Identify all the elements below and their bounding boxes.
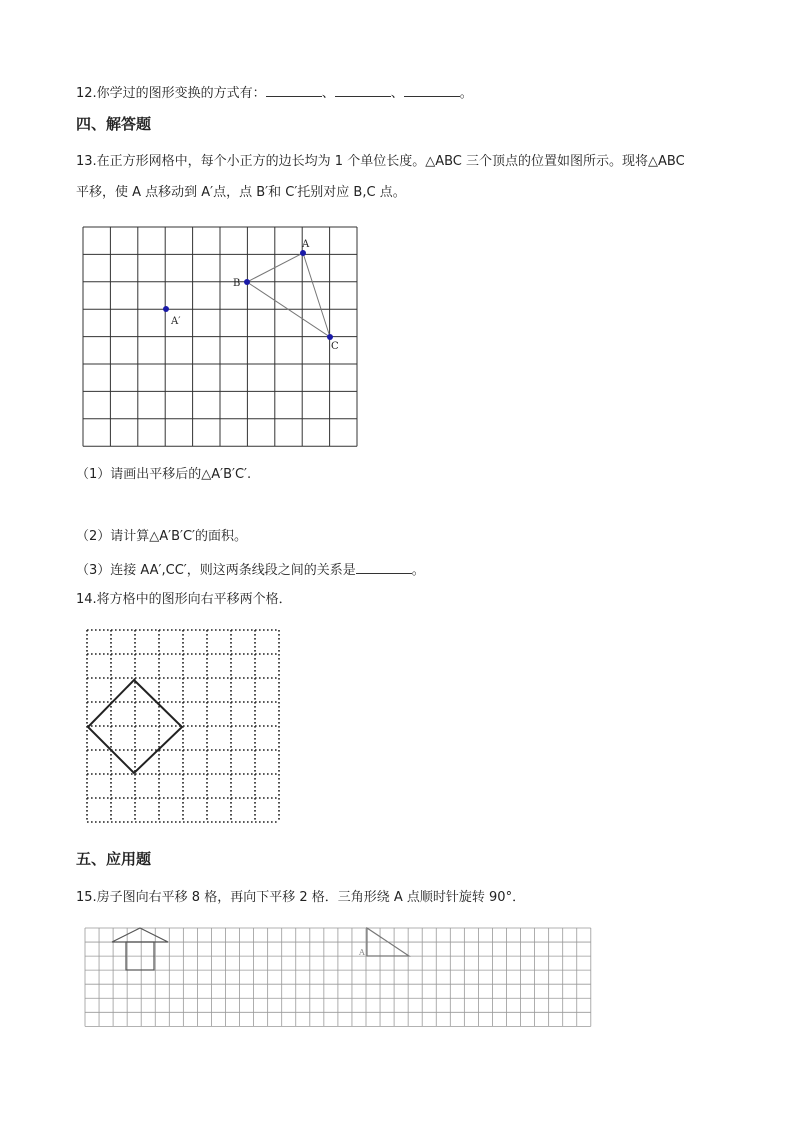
question-13-part-3-text: （3）连接 AA′,CC′，则这两条线段之间的关系是 xyxy=(76,563,356,578)
question-13-part-3-end: 。 xyxy=(411,563,425,578)
question-13-line-2: 平移，使 A 点移动到 A′点，点 B′和 C′托别对应 B,C 点。 xyxy=(76,185,406,200)
fine-grid xyxy=(85,928,591,1026)
label-c: C xyxy=(331,341,339,352)
question-13-part-3 xyxy=(76,560,425,580)
separator: 、 xyxy=(390,86,404,101)
answer-blank-1[interactable] xyxy=(266,83,322,97)
house-shape xyxy=(112,928,168,970)
question-12-end: 。 xyxy=(459,86,473,101)
point-c xyxy=(327,334,333,340)
section-heading-5: 五、应用题 xyxy=(76,850,152,868)
answer-blank-2[interactable] xyxy=(335,83,391,97)
question-15: 15.房子图向右平移 8 格，再向下平移 2 格．三角形绕 A 点顺时针旋转 90°． xyxy=(76,890,526,905)
separator: 、 xyxy=(321,86,335,101)
label-b: B xyxy=(233,278,241,289)
square-grid xyxy=(83,227,357,446)
label-a: A xyxy=(302,239,310,250)
section-heading-4: 四、解答题 xyxy=(76,115,152,133)
question-12-text: 12.你学过的图形变换的方式有： xyxy=(76,86,266,101)
house-triangle-figure xyxy=(85,928,591,1028)
question-12 xyxy=(76,83,473,103)
label-a-prime: A′ xyxy=(171,316,181,327)
point-b xyxy=(244,279,250,285)
question-13-part-2: （2）请计算△A′B′C′的面积。 xyxy=(76,529,248,544)
answer-blank-3[interactable] xyxy=(404,83,460,97)
triangle-grid-figure xyxy=(83,227,359,449)
triangle-abc xyxy=(247,253,330,337)
label-a: A xyxy=(359,948,365,957)
question-14: 14.将方格中的图形向右平移两个格． xyxy=(76,592,292,607)
dotted-grid xyxy=(87,630,279,822)
question-13-line-1: 13.在正方形网格中，每个小正方的边长均为 1 个单位长度。△ABC 三个顶点的位置如图所示。现将△ABC xyxy=(76,154,685,169)
point-a xyxy=(300,250,306,256)
question-13-part-1: （1）请画出平移后的△A′B′C′. xyxy=(76,467,252,482)
point-a-prime xyxy=(163,306,169,312)
answer-blank-4[interactable] xyxy=(356,560,412,574)
dotted-grid-figure xyxy=(87,630,287,824)
